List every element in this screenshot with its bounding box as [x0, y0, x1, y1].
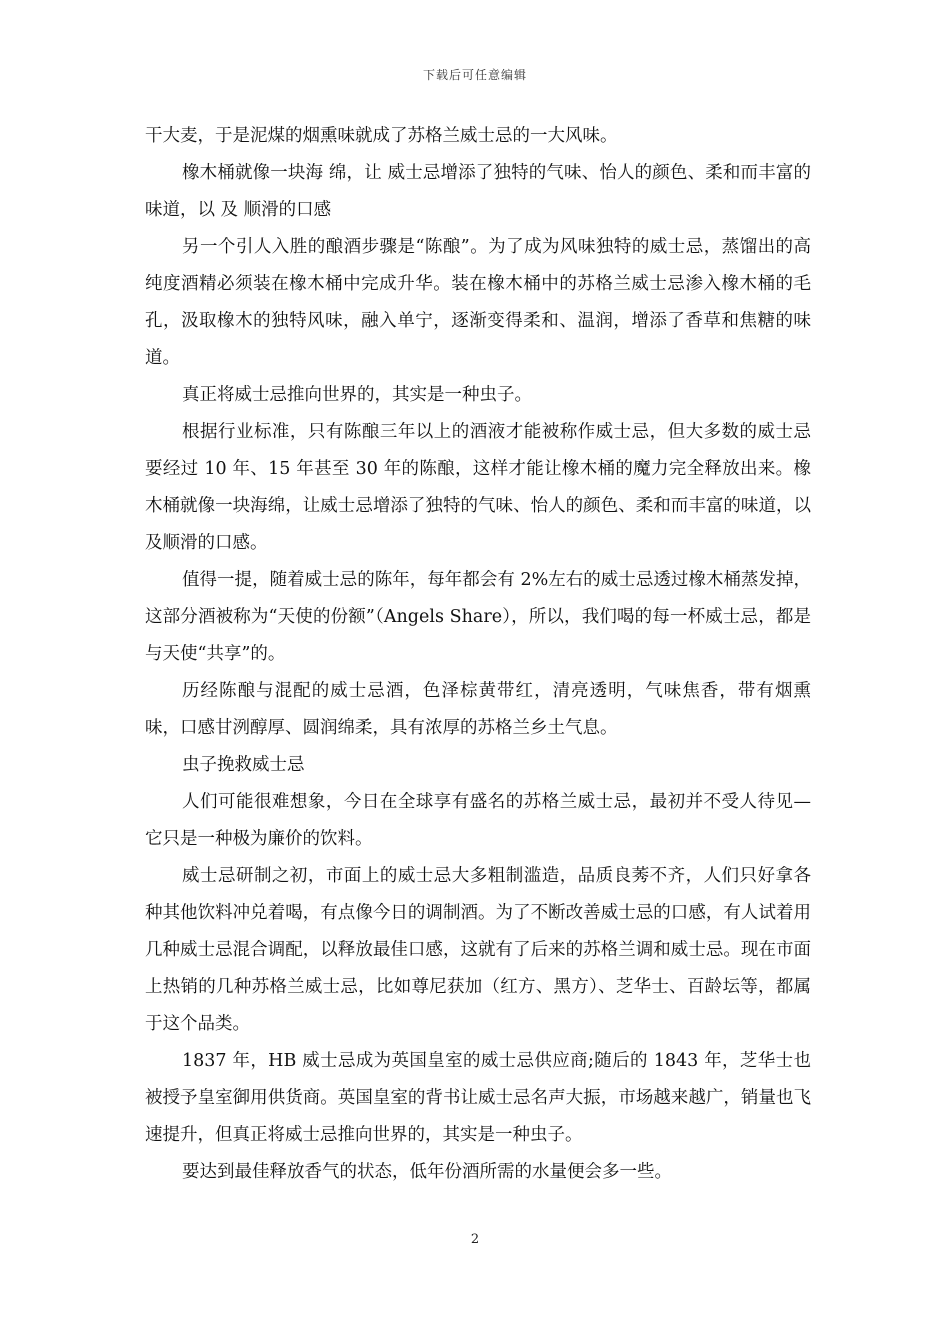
paragraph-10: 威士忌研制之初，市面上的威士忌大多粗制滥造，品质良莠不齐，人们只好拿各种其他饮料冲兑着喝，有点像今日的调制酒。为了不断改善威士忌的口感，有人试着用几种威士忌混合调配，以释放最佳口感，这就有了后来的苏格兰调和威士忌。现在市面上热销的几种苏格兰威士忌，比如尊尼获加（红方、黑方）、芝华士、百龄坛等，都属于这个品类。: [145, 866, 811, 1034]
section-heading: 虫子挽救威士忌: [182, 755, 305, 775]
paragraph-5: 根据行业标准，只有陈酿三年以上的酒液才能被称作威士忌，但大多数的威士忌要经过 10 年、15 年甚至 30 年的陈酿，这样才能让橡木桶的魔力完全释放出来。橡木桶就像一块海绵，让威士忌增添了独特的气味、怡人的颜色、柔和而丰富的味道，以及顺滑的口感。: [145, 422, 811, 553]
paragraph-2: 橡木桶就像一块海 绵，让 威士忌增添了独特的气味、怡人的颜色、柔和而丰富的味道，以 及 顺滑的口感: [145, 163, 811, 220]
document-body: [145, 118, 811, 1191]
page-header: 下载后可任意编辑: [422, 68, 527, 82]
paragraph-9: 人们可能很难想象，今日在全球享有盛名的苏格兰威士忌，最初并不受人待见—它只是一种极为廉价的饮料。: [145, 792, 811, 849]
paragraph-4: 真正将威士忌推向世界的，其实是一种虫子。: [182, 385, 532, 405]
paragraph-6: 值得一提，随着威士忌的陈年，每年都会有 2%左右的威士忌透过橡木桶蒸发掉，这部分酒被称为“天使的份额”（Angels Share），所以，我们喝的每一杯威士忌，都是与天使“共享”的。: [145, 570, 811, 664]
paragraph-12: 要达到最佳释放香气的状态，低年份酒所需的水量便会多一些。: [182, 1162, 672, 1182]
paragraph-3: 另一个引人入胜的酿酒步骤是“陈酿”。为了成为风味独特的威士忌，蒸馏出的高纯度酒精必须装在橡木桶中完成升华。装在橡木桶中的苏格兰威士忌渗入橡木桶的毛孔，汲取橡木的独特风味，融入单宁，逐渐变得柔和、温润，增添了香草和焦糖的味道。: [145, 237, 811, 368]
paragraph-1: 干大麦，于是泥煤的烟熏味就成了苏格兰威士忌的一大风味。: [145, 126, 618, 146]
page-number: 2: [470, 1232, 480, 1247]
paragraph-7: 历经陈酿与混配的威士忌酒，色泽棕黄带红，清亮透明，气味焦香，带有烟熏味，口感甘洌醇厚、圆润绵柔，具有浓厚的苏格兰乡土气息。: [145, 681, 811, 738]
paragraph-11: 1837 年，HB 威士忌成为英国皇室的威士忌供应商;随后的 1843 年，芝华士也被授予皇室御用供货商。英国皇室的背书让威士忌名声大振，市场越来越广，销量也飞速提升，但真正将威士忌推向世界的，其实是一种虫子。: [145, 1051, 811, 1145]
